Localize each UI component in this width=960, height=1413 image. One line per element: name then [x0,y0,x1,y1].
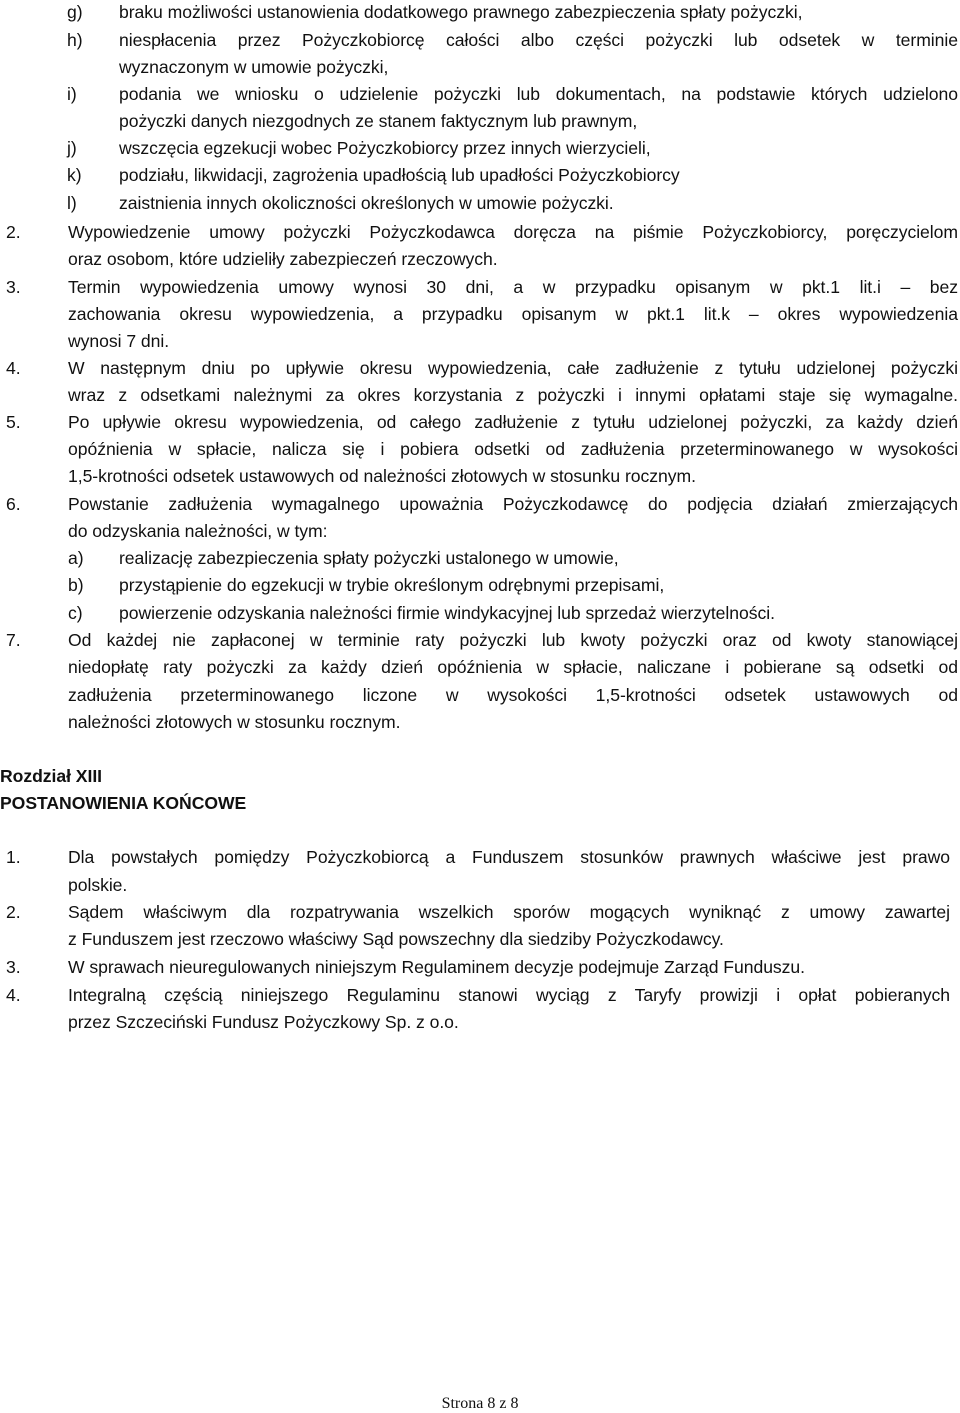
list-marker: a) [68,548,84,568]
numbered-point-line [6,279,958,301]
page-footer: Strona 8 z 8 [441,1395,519,1412]
list-marker: g) [67,2,83,22]
list-item-line [67,140,958,162]
numbered-point-line [6,468,958,490]
final-point-line [6,877,950,899]
list-item-line [67,4,958,26]
list-marker: 5. [6,412,21,432]
list-item-line [67,32,958,54]
numbered-point-text: zadłużenia przeterminowanego liczone w wysokości 1,5-krotności odsetek ustawowych od [68,685,958,705]
list-item-line [67,195,958,217]
numbered-point-line [6,251,958,273]
sub-list-text: realizację zabezpieczenia spłaty pożyczki ustalonego w umowie, [119,548,619,568]
final-point-line [6,987,950,1009]
numbered-point-line [6,360,958,382]
numbered-point-text: Powstanie zadłużenia wymagalnego upoważnia Pożyczkodawcę do podjęcia działań zmierzających [68,494,958,514]
numbered-point-line [6,496,958,518]
list-item-text: wszczęcia egzekucji wobec Pożyczkobiorcy przez innych wierzycieli, [119,138,651,158]
final-point-text: przez Szczeciński Fundusz Pożyczkowy Sp. z o.o. [68,1012,459,1032]
numbered-point-line [6,306,958,328]
list-item-text: zaistnienia innych okoliczności określonych w umowie pożyczki. [119,193,614,213]
list-item-text: podziału, likwidacji, zagrożenia upadłością lub upadłości Pożyczkobiorcy [119,165,680,185]
list-marker: c) [68,603,83,623]
numbered-point-text: niedopłatę raty pożyczki za każdy dzień opóźnienia w spłacie, naliczane i pobierane są odsetki od [68,657,958,677]
list-marker: i) [67,84,77,104]
numbered-point-text: oraz osobom, które udzieliły zabezpieczeń rzeczowych. [68,249,498,269]
list-item-line [67,167,958,189]
final-point-line [6,959,950,981]
list-marker: h) [67,30,83,50]
numbered-point-line [6,224,958,246]
numbered-point-text: W następnym dniu po upływie okresu wypowiedzenia, całe zadłużenie z tytułu udzielonej pożyczki [68,358,958,378]
final-point-text: Dla powstałych pomiędzy Pożyczkobiorcą a Funduszem stosunków prawnych właściwe jest prawo [68,847,950,867]
final-point-text: W sprawach nieuregulowanych niniejszym Regulaminem decyzje podejmuje Zarząd Funduszu. [68,957,805,977]
list-item-line [67,113,958,135]
final-point-text: Integralną częścią niniejszego Regulaminu stanowi wyciąg z Taryfy prowizji i opłat pobieranych [68,985,950,1005]
list-marker: l) [67,193,77,213]
numbered-point-text: Po upływie okresu wypowiedzenia, od całego zadłużenie z tytułu udzielonej pożyczki, za każdy dzień [68,412,958,432]
final-point-text: polskie. [68,875,128,895]
numbered-point-text: 1,5-krotności odsetek ustawowych od należności złotowych w stosunku rocznym. [68,466,696,486]
numbered-point-line [6,659,958,681]
list-item-line [67,86,958,108]
numbered-point-text: Termin wypowiedzenia umowy wynosi 30 dni, a w przypadku opisanym w pkt.1 lit.i – bez [68,277,958,297]
numbered-point-line [6,441,958,463]
list-item-text: wyznaczonym w umowie pożyczki, [119,57,389,77]
sub-list-text: powierzenie odzyskania należności firmie windykacyjnej lub sprzedaż wierzytelności. [119,603,775,623]
numbered-point-text: Wypowiedzenie umowy pożyczki Pożyczkodawca doręcza na piśmie Pożyczkobiorcy, poręczycielom [68,222,958,242]
list-marker: 6. [6,494,21,514]
list-item-text: niespłacenia przez Pożyczkobiorcę całości albo części pożyczki lub odsetek w terminie [119,30,958,50]
numbered-point-line [6,632,958,654]
list-marker: j) [67,138,77,158]
list-marker: 4. [6,358,21,378]
sub-list-item [68,605,958,627]
chapter-number [0,768,400,790]
final-point-line [6,931,950,953]
list-item-text: pożyczki danych niezgodnych ze stanem faktycznym lub prawnym, [119,111,638,131]
numbered-point-text: wynosi 7 dni. [68,331,170,351]
numbered-point-line [6,523,958,545]
list-marker: 1. [6,847,21,867]
final-point-line [6,849,950,871]
sub-list-item [68,577,958,599]
final-point-text: z Funduszem jest rzeczowo właściwy Sąd powszechny dla siedziby Pożyczkodawcy. [68,929,724,949]
numbered-point-line [6,714,958,736]
final-point-text: Sądem właściwym dla rozpatrywania wszelkich sporów mogących wyniknąć z umowy zawartej [68,902,950,922]
list-marker: 3. [6,277,21,297]
list-marker: 4. [6,985,21,1005]
chapter-title [0,795,400,817]
numbered-point-text: opóźnienia w spłacie, nalicza się i pobiera odsetki od zadłużenia przeterminowanego w wysokości [68,439,958,459]
numbered-point-text: Od każdej nie zapłaconej w terminie raty pożyczki lub kwoty pożyczki oraz od kwoty stanowiącej [68,630,958,650]
numbered-point-text: do odzyskania należności, w tym: [68,521,328,541]
numbered-point-text: wraz z odsetkami należnymi za okres korzystania z pożyczki i innymi opłatami staje się wymagalne. [68,385,958,405]
list-marker: 3. [6,957,21,977]
list-marker: 2. [6,222,21,242]
sub-list-item [68,550,958,572]
chapter-number-text: Rozdział XIII [0,766,102,786]
list-marker: b) [68,575,84,595]
list-marker: 2. [6,902,21,922]
list-marker: 7. [6,630,21,650]
list-item-text: podania we wniosku o udzielenie pożyczki lub dokumentach, na podstawie których udzielono [119,84,958,104]
list-marker: k) [67,165,82,185]
list-item-text: braku możliwości ustanowienia dodatkowego prawnego zabezpieczenia spłaty pożyczki, [119,2,803,22]
numbered-point-line [6,414,958,436]
list-item-line [67,59,958,81]
numbered-point-line [6,333,958,355]
final-point-line [6,1014,950,1036]
numbered-point-line [6,687,958,709]
numbered-point-line [6,387,958,409]
numbered-point-text: należności złotowych w stosunku rocznym. [68,712,401,732]
chapter-title-text: POSTANOWIENIA KOŃCOWE [0,793,247,813]
final-point-line [6,904,950,926]
numbered-point-text: zachowania okresu wypowiedzenia, a przypadku opisanym w pkt.1 lit.k – okres wypowiedzenia [68,304,958,324]
sub-list-text: przystąpienie do egzekucji w trybie określonym odrębnymi przepisami, [119,575,665,595]
